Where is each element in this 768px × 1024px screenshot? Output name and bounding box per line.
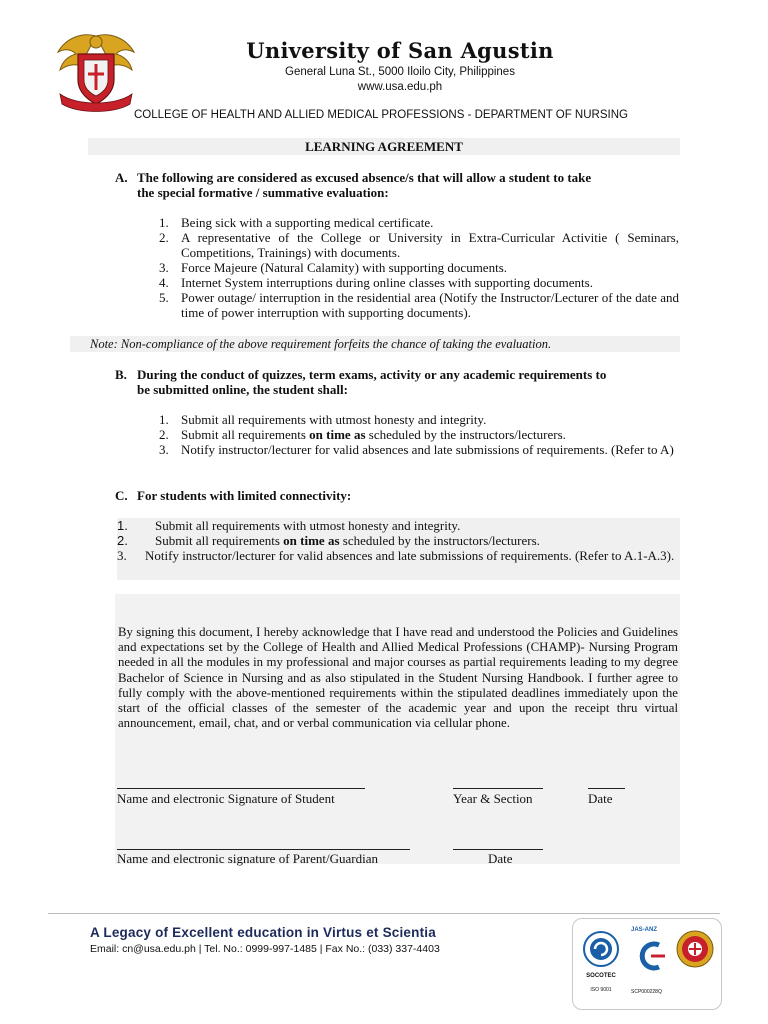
date-label: Date bbox=[588, 791, 613, 806]
certification-badges bbox=[572, 918, 722, 1010]
student-signature-label: Name and electronic Signature of Student bbox=[117, 791, 335, 806]
parent-date-label: Date bbox=[488, 851, 513, 866]
socotec-badge bbox=[581, 929, 621, 1001]
section-a-heading-line1: The following are considered as excused absence/s that will allow a student to take bbox=[137, 170, 592, 185]
list-text: scheduled by the instructors/lecturers. bbox=[339, 533, 540, 548]
student-signature-line bbox=[117, 788, 365, 789]
list-text-bold: on time as bbox=[283, 533, 340, 548]
section-c-list bbox=[117, 518, 680, 580]
university-name: University of San Agustin bbox=[246, 38, 554, 63]
list-number: 1. bbox=[117, 518, 128, 533]
list-number: 4. bbox=[159, 275, 169, 290]
list-item bbox=[159, 290, 679, 320]
section-a-heading-line2: the special formative / summative evaluation: bbox=[137, 185, 389, 200]
list-text: Notify instructor/lecturer for valid absences and late submissions of requirements. (Refer to A) bbox=[181, 442, 674, 457]
list-text: Force Majeure (Natural Calamity) with supporting documents. bbox=[181, 260, 508, 275]
list-item bbox=[117, 518, 680, 533]
list-item bbox=[117, 548, 680, 563]
university-seal-icon bbox=[675, 929, 715, 969]
list-number: 1. bbox=[159, 215, 169, 230]
footer-divider bbox=[48, 913, 720, 914]
footer-contact: Email: cn@usa.edu.ph | Tel. No.: 0999-997-1485 | Fax No.: (033) 337-4403 bbox=[90, 943, 440, 955]
list-text: Being sick with a supporting medical certificate. bbox=[181, 215, 434, 230]
list-number: 5. bbox=[159, 290, 169, 305]
list-text: Submit all requirements bbox=[181, 427, 310, 442]
acknowledgement-text: By signing this document, I hereby acknowledge that I have read and understood the Policies and Guidelines and expectations set by the College of Health and Allied Medical Professions (CHAMP)- Nursing Program needed in all the modules in my professional and major courses as partial requirements leading to my degree Bachelor of Science in Nursing and as also stipulated in the Student Nursing Handbook. I further agree to fully comply with the above-mentioned requirements within the stipulated deadlines immediately upon the start of the official classes of the semester of the academic year and upon the receipt thru virtual announcement, email, chat, and or verbal communication via cellular phone. bbox=[118, 625, 678, 731]
iso-label: ISO 9001 bbox=[590, 987, 612, 993]
parent-signature-label: Name and electronic signature of Parent/Guardian bbox=[117, 851, 378, 866]
university-website: www.usa.edu.ph bbox=[357, 81, 443, 93]
section-b-heading bbox=[115, 367, 679, 397]
list-text: scheduled by the instructors/lecturers. bbox=[365, 427, 566, 442]
list-number: 3. bbox=[159, 260, 169, 275]
list-item bbox=[159, 275, 679, 290]
parent-date-line bbox=[453, 849, 543, 850]
list-text: Submit all requirements with utmost honesty and integrity. bbox=[181, 412, 487, 427]
list-number: 2. bbox=[117, 533, 128, 548]
year-section-label: Year & Section bbox=[453, 791, 533, 806]
section-c bbox=[115, 488, 679, 503]
section-b bbox=[115, 367, 679, 397]
footer-tagline: A Legacy of Excellent education in Virtus et Scientia bbox=[90, 925, 436, 940]
section-c-heading-text: For students with limited connectivity: bbox=[137, 488, 352, 503]
list-number: 3. bbox=[159, 442, 169, 457]
section-a bbox=[115, 170, 679, 200]
list-number: 2. bbox=[159, 230, 169, 245]
section-a-letter: A. bbox=[115, 170, 128, 185]
list-item bbox=[159, 260, 679, 275]
college-department: COLLEGE OF HEALTH AND ALLIED MEDICAL PROFESSIONS - DEPARTMENT OF NURSING bbox=[134, 109, 628, 121]
socotec-seal-icon bbox=[581, 929, 621, 979]
list-number: 1. bbox=[159, 412, 169, 427]
list-item bbox=[159, 215, 679, 230]
parent-signature-line bbox=[117, 849, 410, 850]
section-b-heading-line2: be submitted online, the student shall: bbox=[137, 382, 348, 397]
jasanz-label: JAS-ANZ bbox=[631, 927, 658, 933]
list-number: 3. bbox=[117, 548, 127, 563]
section-a-heading bbox=[115, 170, 679, 200]
cert-code-label: SCP000228Q bbox=[631, 989, 662, 995]
list-text: Internet System interruptions during online classes with supporting documents. bbox=[181, 275, 593, 290]
university-crest-logo bbox=[52, 30, 140, 114]
section-a-list bbox=[159, 215, 679, 320]
date-line bbox=[588, 788, 625, 789]
note-text: Note: Non-compliance of the above requirement forfeits the chance of taking the evaluation. bbox=[70, 336, 680, 352]
university-address: General Luna St., 5000 Iloilo City, Philippines bbox=[285, 66, 515, 78]
list-item bbox=[117, 533, 680, 548]
socotec-label: SOCOTEC bbox=[586, 973, 616, 979]
jasanz-logo-icon bbox=[631, 939, 671, 973]
list-text: Submit all requirements with utmost honesty and integrity. bbox=[155, 518, 461, 533]
list-text: A representative of the College or University in Extra-Curricular Activitie ( Seminars, Competitions, Trainings) with documents. bbox=[181, 230, 679, 260]
document-title: LEARNING AGREEMENT bbox=[88, 138, 680, 155]
list-item bbox=[159, 427, 679, 442]
list-text: Power outage/ interruption in the residential area (Notify the Instructor/Lecturer of the date and time of power interruption with supporting documents). bbox=[181, 290, 679, 320]
section-b-letter: B. bbox=[115, 367, 127, 382]
list-text: Notify instructor/lecturer for valid absences and late submissions of requirements. (Refer to A.1-A.3). bbox=[145, 548, 675, 563]
section-b-list bbox=[159, 412, 679, 457]
list-item bbox=[159, 412, 679, 427]
list-item bbox=[159, 442, 679, 457]
list-number: 2. bbox=[159, 427, 169, 442]
section-c-heading bbox=[115, 488, 679, 503]
list-text: Submit all requirements bbox=[155, 533, 284, 548]
jasanz-badge bbox=[631, 927, 671, 1003]
section-c-letter: C. bbox=[115, 488, 128, 503]
list-text-bold: on time as bbox=[309, 427, 366, 442]
year-section-line bbox=[453, 788, 543, 789]
list-item bbox=[159, 230, 679, 260]
section-b-heading-line1: During the conduct of quizzes, term exams, activity or any academic requirements to bbox=[137, 367, 607, 382]
